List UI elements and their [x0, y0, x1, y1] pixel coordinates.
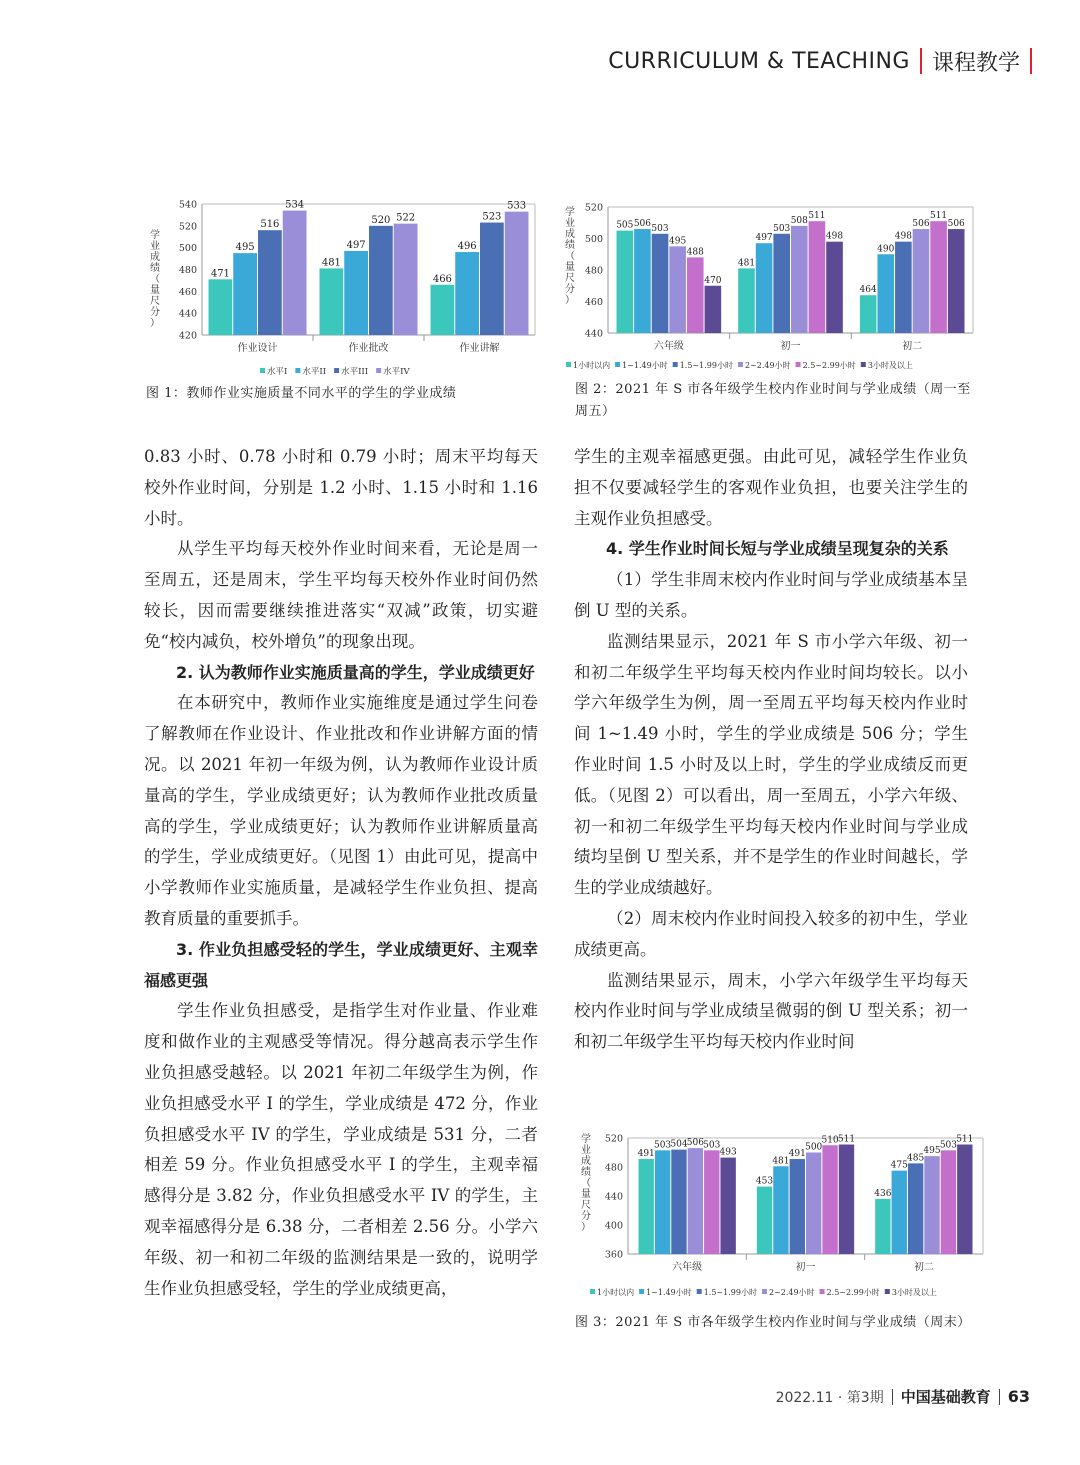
y-tick-label: 480	[584, 265, 603, 277]
bar	[773, 234, 790, 333]
figure-3-caption: 图 3：2021 年 S 市各年级学生校内作业时间与学业成绩（周末）	[575, 1315, 971, 1330]
bar	[941, 1150, 956, 1254]
x-tick-label: 初一	[780, 341, 801, 352]
x-tick-label: 初一	[795, 1262, 816, 1273]
y-axis-label-char: 尺	[581, 1200, 591, 1211]
section-heading: 2. 认为教师作业实施质量高的学生，学业成绩更好	[176, 662, 535, 682]
y-tick-label: 500	[178, 243, 197, 255]
legend-label: 1~1.49小时	[622, 361, 668, 370]
legend-label: 2.5~2.99小时	[826, 1288, 880, 1297]
legend-label: 2.5~2.99小时	[802, 361, 856, 370]
y-axis-label-char: 分	[150, 307, 160, 318]
bar-value-label: 498	[825, 231, 844, 242]
y-axis-label-char: 尺	[150, 296, 160, 307]
paragraph: （1）学生非周末校内作业时间与学业成绩基本呈倒 U 型的关系。	[574, 570, 968, 620]
bar-value-label: 511	[956, 1134, 974, 1145]
bar	[639, 1159, 654, 1254]
y-axis-label-char: 绩	[150, 263, 160, 274]
y-tick-label: 400	[604, 1220, 623, 1232]
legend-swatch	[885, 1289, 890, 1294]
bar-value-label: 534	[285, 199, 305, 211]
legend-swatch	[295, 368, 300, 373]
bar	[258, 230, 282, 335]
legend-swatch	[820, 1289, 825, 1294]
figure-2-chart	[560, 195, 990, 375]
x-tick-label: 作业设计	[237, 343, 278, 354]
legend-swatch	[376, 368, 381, 373]
y-tick-label: 460	[584, 297, 603, 308]
bar-value-label: 506	[912, 219, 930, 230]
paragraph: 学生作业负担感受，是指学生对作业量、作业难度和做作业的主观感受等情况。得分越高表示学生作业负担感受越轻。以 2021 年初二年级学生为例，作业负担感受水平 I 的学生，学业成绩是 472 分，作业负担感受水平 IV 的学生，学业成绩是 531 分，二者相差 59 分。作业负担感受水平 I 的学生，主观幸福感得分是 3.82 分，作业负担感受水平 IV 的学生，主观幸福感得分是 6.38 分，二者相差 2.56 分。小学六年级、初一和初二年级的监测结果是一致的，说明学生作业负担感受轻，学生的学业成绩更高，	[144, 1001, 538, 1298]
page-number: 63	[1007, 1387, 1030, 1406]
bar-value-label: 481	[737, 258, 756, 269]
bar-value-label: 506	[947, 219, 965, 230]
bar	[671, 1150, 686, 1254]
legend-swatch	[762, 1289, 767, 1294]
bar	[860, 295, 877, 333]
bar-value-label: 490	[877, 244, 895, 255]
bar	[877, 254, 894, 333]
bar-value-label: 511	[808, 211, 826, 222]
bar	[209, 279, 233, 335]
bar	[283, 211, 307, 335]
bar	[839, 1145, 854, 1254]
page-header	[608, 44, 1032, 78]
legend-swatch	[639, 1289, 644, 1294]
journal-name: 中国基础教育	[900, 1388, 991, 1406]
paragraph: 从学生平均每天校外作业时间来看，无论是周一至周五，还是周末，学生平均每天校外作业时间仍然较长，因而需要继续推进落实“双减”政策，切实避免“校内减负，校外增负”的现象出现。	[144, 539, 538, 651]
bar	[455, 252, 479, 335]
y-tick-label: 460	[178, 286, 197, 298]
y-axis-label-char: 量	[565, 262, 575, 273]
right-text-column	[574, 442, 968, 1058]
y-tick-label: 500	[584, 234, 603, 245]
legend-label: 水平I	[267, 367, 288, 377]
bar-value-label: 508	[790, 215, 808, 226]
bar-value-label: 495	[669, 236, 687, 247]
y-axis-label-char: 量	[581, 1189, 591, 1200]
section-heading: 3. 作业负担感受轻的学生，学业成绩更好、主观幸福感更强	[144, 939, 538, 990]
paragraph: 学生的主观幸福感更强。由此可见，减轻学生作业负担不仅要减轻学生的客观作业负担，也要关注学生的主观作业负担感受。	[574, 447, 968, 528]
figure-3-chart	[570, 1126, 1000, 1304]
bar-value-label: 520	[371, 214, 391, 226]
y-axis-label-char: 成	[565, 229, 575, 240]
y-axis-label-char: （	[150, 274, 160, 285]
y-tick-label: 440	[178, 308, 197, 320]
y-tick-label: 440	[584, 328, 603, 340]
legend-label: 1.5~1.99小时	[679, 361, 733, 370]
bar-value-label: 511	[929, 211, 948, 222]
y-tick-label: 540	[178, 199, 197, 211]
legend-label: 2~2.49小时	[744, 361, 791, 370]
y-tick-label: 480	[178, 265, 197, 276]
footer-divider	[892, 1389, 893, 1405]
legend-label: 1小时以内	[597, 1288, 635, 1297]
legend-label: 3小时及以上	[891, 1288, 937, 1297]
x-tick-label: 初二	[913, 1262, 934, 1273]
paragraph: 监测结果显示，周末，小学六年级学生平均每天校内作业时间与学业成绩呈微弱的倒 U 型关系；初一和初二年级学生平均每天校内作业时间	[574, 970, 968, 1052]
bar	[773, 1166, 788, 1254]
figure-2	[560, 195, 990, 375]
bar-value-label: 488	[686, 247, 704, 258]
bar	[431, 285, 455, 335]
bar-value-label: 471	[210, 268, 230, 280]
bar	[655, 1150, 670, 1254]
bar-value-label: 523	[482, 211, 502, 223]
y-axis-label-char: 成	[581, 1156, 591, 1167]
bar-value-label: 481	[321, 257, 341, 269]
page-footer	[776, 1386, 1030, 1407]
bar-value-label: 506	[686, 1138, 704, 1149]
bar-value-label: 505	[616, 220, 634, 231]
legend-swatch	[673, 362, 678, 367]
section-heading: 4. 学生作业时间长短与学业成绩呈现复杂的关系	[606, 539, 949, 559]
bar-value-label: 503	[939, 1140, 958, 1151]
bar	[480, 223, 504, 335]
paragraph: （2）周末校内作业时间投入较多的初中生，学业成绩更高。	[574, 908, 968, 959]
figure-1-chart	[140, 190, 550, 380]
bar	[738, 268, 755, 333]
bar	[233, 253, 257, 335]
y-axis-label-char: （	[565, 251, 575, 262]
legend-label: 水平III	[341, 367, 369, 377]
bar	[791, 226, 808, 333]
bar-value-label: 470	[704, 275, 722, 286]
legend-label: 水平IV	[383, 367, 410, 377]
bar-value-label: 493	[719, 1147, 737, 1158]
bar	[948, 229, 965, 333]
bar-value-label: 503	[653, 1140, 672, 1151]
bar-value-label: 503	[651, 223, 669, 234]
y-axis-label-char: 分	[581, 1211, 591, 1222]
figure-2-caption: 图 2：2021 年 S 市各年级学生校内作业时间与学业成绩（周一至周五）	[575, 382, 971, 419]
bar	[875, 1199, 890, 1254]
legend-swatch	[590, 1289, 595, 1294]
legend-label: 3小时及以上	[867, 361, 913, 370]
left-text-column	[144, 442, 538, 1304]
y-tick-label: 520	[178, 221, 197, 233]
bar-value-label: 516	[260, 219, 280, 231]
issue-date: 2022.11 · 第3期	[775, 1389, 884, 1406]
y-tick-label: 440	[604, 1191, 623, 1203]
bar	[652, 234, 669, 333]
bar	[634, 229, 651, 333]
y-axis-label-char: 量	[150, 285, 160, 296]
bar-value-label: 522	[396, 212, 416, 224]
bar	[908, 1163, 923, 1254]
y-axis-label-char: 成	[150, 252, 160, 263]
x-tick-label: 六年级	[672, 1262, 703, 1273]
bar-value-label: 453	[755, 1176, 774, 1187]
bar	[705, 286, 722, 333]
y-axis-label-char: 学	[150, 230, 160, 241]
bar	[757, 1187, 772, 1254]
bar	[895, 242, 912, 333]
y-axis-label-char: 绩	[581, 1167, 591, 1178]
x-tick-label: 初二	[902, 341, 923, 352]
legend-swatch	[738, 362, 743, 367]
y-tick-label: 520	[584, 202, 603, 214]
legend-swatch	[796, 362, 801, 367]
legend-swatch	[861, 362, 866, 367]
bar-value-label: 497	[755, 233, 773, 244]
legend-swatch	[566, 362, 571, 367]
y-tick-label: 480	[604, 1162, 623, 1174]
bar-value-label: 504	[670, 1139, 688, 1150]
y-axis-label-char: 业	[581, 1145, 591, 1156]
y-axis-label-char: 学	[565, 207, 575, 218]
bar-value-label: 436	[874, 1188, 892, 1199]
bar	[806, 1153, 821, 1255]
legend-label: 1~1.49小时	[646, 1288, 692, 1297]
bar-value-label: 481	[772, 1156, 790, 1167]
bar	[617, 231, 634, 333]
header-divider	[920, 48, 922, 74]
bar-value-label: 495	[923, 1146, 941, 1157]
bar-value-label: 533	[507, 200, 527, 212]
bar-value-label: 464	[859, 285, 877, 296]
footer-divider	[999, 1389, 1000, 1405]
legend-swatch	[697, 1289, 702, 1294]
bar	[369, 226, 393, 335]
journal-section-chinese: 课程教学	[931, 50, 1020, 76]
bar-value-label: 506	[633, 219, 652, 230]
bar-value-label: 496	[457, 241, 477, 253]
x-tick-label: 作业批改	[348, 343, 389, 354]
legend-label: 1小时以内	[573, 361, 611, 370]
figure-1	[140, 190, 550, 380]
journal-section-english: CURRICULUM & TEACHING	[608, 48, 910, 74]
bar	[687, 257, 704, 333]
bar	[790, 1159, 805, 1254]
bar	[913, 229, 930, 333]
legend-swatch	[260, 368, 265, 373]
bar-value-label: 485	[907, 1153, 925, 1164]
legend-label: 水平II	[302, 367, 327, 377]
y-axis-label-char: （	[581, 1178, 591, 1189]
x-tick-label: 作业讲解	[459, 343, 500, 354]
paragraph: 监测结果显示，2021 年 S 市小学六年级、初一和初二年级学生平均每天校内作业时间均较长。以小学六年级学生为例，周一至周五平均每天校内作业时间 1~1.49 小时，学生的学业成绩是 506 分；学生作业时间 1.5 小时及以上时，学生的学业成绩反而更低。（见图 2）可以看出，周一至周五，小学六年级、初一和初二年级学生平均每天校内作业时间与学业成绩均呈倒 U 型关系，并不是学生的作业时间越长，学生的学业成绩越好。	[574, 631, 968, 898]
bar-value-label: 466	[432, 273, 452, 285]
y-axis-label-char: 业	[150, 241, 160, 252]
bar	[688, 1148, 703, 1254]
bar	[809, 221, 826, 333]
bar	[720, 1158, 735, 1254]
bar	[930, 221, 947, 333]
y-tick-label: 420	[178, 330, 197, 342]
y-axis-label-char: 尺	[565, 273, 575, 284]
bar	[669, 246, 686, 333]
bar-value-label: 475	[890, 1160, 908, 1171]
legend-label: 1.5~1.99小时	[703, 1288, 757, 1297]
bar	[320, 268, 344, 335]
bar-value-label: 500	[805, 1142, 823, 1153]
bar	[344, 251, 368, 335]
bar	[924, 1156, 939, 1254]
x-tick-label: 六年级	[653, 341, 684, 352]
bar-value-label: 503	[703, 1140, 721, 1151]
y-axis-label-char: 绩	[565, 240, 575, 251]
paragraph: 在本研究中，教师作业实施维度是通过学生问卷了解教师在作业设计、作业批改和作业讲解方面的情况。以 2021 年初一年级为例，认为教师作业设计质量高的学生，学业成绩更好；认为教师作业批改质量高的学生，学业成绩更好；认为教师作业讲解质量高的学生，学业成绩更好。（见图 1）由此可见，提高中小学教师作业实施质量，是减轻学生作业负担、提高教育质量的重要抓手。	[144, 693, 538, 928]
y-axis-label-char: ）	[150, 318, 160, 329]
bar-value-label: 495	[235, 242, 255, 254]
header-end-mark	[1030, 48, 1032, 74]
bar	[704, 1150, 719, 1254]
bar-value-label: 498	[894, 231, 912, 242]
figure-1-caption: 图 1：教师作业实施质量不同水平的学生的学业成绩	[146, 386, 457, 401]
bar	[826, 242, 843, 333]
bar	[822, 1145, 837, 1254]
y-axis-label-char: 业	[565, 218, 575, 229]
legend-swatch	[615, 362, 620, 367]
legend-label: 2~2.49小时	[768, 1288, 815, 1297]
y-axis-label-char: ）	[565, 295, 575, 306]
y-axis-label-char: 分	[565, 284, 575, 295]
bar-value-label: 491	[788, 1149, 806, 1160]
bar	[394, 224, 418, 335]
bar-value-label: 491	[637, 1149, 655, 1160]
y-axis-label-char: ）	[581, 1222, 591, 1233]
bar-value-label: 511	[837, 1134, 856, 1145]
paragraph: 0.83 小时、0.78 小时和 0.79 小时；周末平均每天校外作业时间，分别是 1.2 小时、1.15 小时和 1.16 小时。	[144, 447, 538, 528]
y-axis-label-char: 学	[581, 1134, 591, 1145]
bar-value-label: 503	[773, 223, 791, 234]
bar-value-label: 497	[346, 239, 366, 251]
bar	[505, 212, 529, 335]
bar	[957, 1145, 972, 1254]
y-tick-label: 360	[604, 1249, 623, 1261]
bar-value-label: 510	[821, 1135, 839, 1146]
bar	[756, 243, 773, 333]
bar	[892, 1171, 907, 1254]
y-tick-label: 520	[604, 1133, 623, 1145]
figure-3	[570, 1126, 1000, 1304]
legend-swatch	[334, 368, 339, 373]
